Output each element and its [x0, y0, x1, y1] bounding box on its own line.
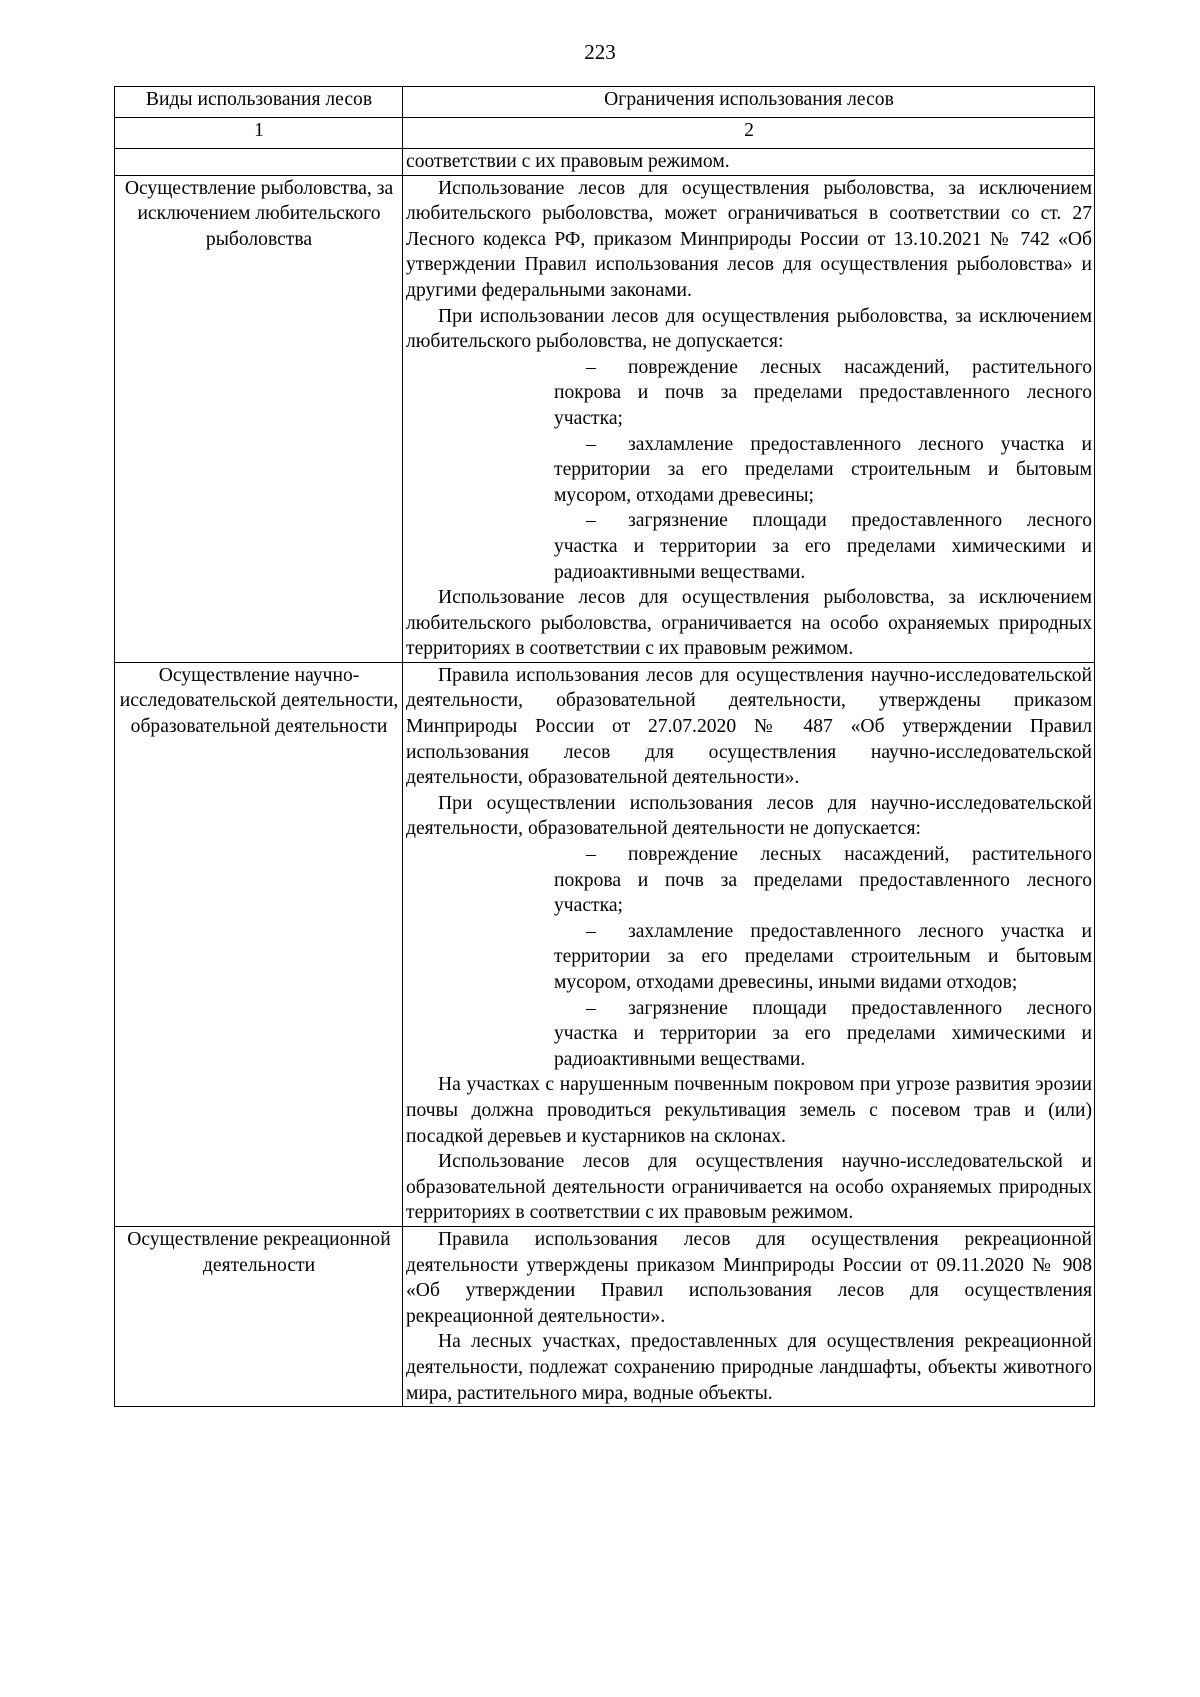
restriction-list-item [554, 432, 1092, 509]
paragraph: Правила использования лесов для осуществления рекреационной деятельности утверждены приказом Минприроды России от 09.11.2020 № 908 «Об утверждении Правил использования лесов для осуществления рекреационной деятельности». [406, 1228, 1092, 1327]
dash-bullet: – [586, 356, 596, 378]
dash-bullet: – [586, 510, 596, 532]
restriction-list-item-text: повреждение лесных насаждений, растительного покрова и почв за пределами предоставленного лесного участка; [554, 356, 1092, 429]
restrictions-cell [403, 175, 1095, 662]
paragraph: Правила использования лесов для осуществления научно-исследовательской деятельности, образовательной деятельности, утверждены приказом Минприроды России от 27.07.2020 № 487 «Об утверждении Правил использования лесов для осуществления научно-исследовательской деятельности, образовательной деятельности». [406, 664, 1092, 789]
paragraph: Использование лесов для осуществления научно-исследовательской и образовательной деятельности ограничивается на особо охраняемых природных территориях в соответствии с их правовым режимом. [406, 1151, 1092, 1224]
restriction-list-item-text: повреждение лесных насаждений, растительного покрова и почв за пределами предоставленного лесного участка; [554, 844, 1092, 917]
restriction-list-item [554, 842, 1092, 919]
restriction-list-item-text: захламление предоставленного лесного участка и территории за его пределами строительным и бытовым мусором, отходами древесины, иными видами отходов; [554, 920, 1092, 993]
dash-bullet: – [586, 997, 596, 1019]
forest-use-type-cell: Осуществление рыболовства, за исключением любительского рыболовства [115, 175, 403, 662]
forest-use-type-cell: Осуществление научно-исследовательской деятельности, образовательной деятельности [115, 662, 403, 1226]
header-forest-use-restrictions: Ограничения использования лесов [403, 87, 1095, 118]
restrictions-cell [403, 149, 1095, 176]
paragraph: Использование лесов для осуществления рыболовства, за исключением любительского рыболовства, может ограничиваться в соответствии со ст. 27 Лесного кодекса РФ, приказом Минприроды России от 13.10.2021 № 742 «Об утверждении Правил использования лесов для осуществления рыболовства» и другими федеральными законами. [406, 177, 1092, 301]
paragraph: На лесных участках, предоставленных для осуществления рекреационной деятельности, подлежат сохранению природные ландшафты, объекты животного мира, растительного мира, водные объекты. [406, 1331, 1092, 1404]
table-body [115, 149, 1095, 1407]
restriction-list-item-text: загрязнение площади предоставленного лесного участка и территории за его пределами химическими и радиоактивными веществами. [554, 997, 1092, 1070]
table-row [115, 662, 1095, 1226]
paragraph: Использование лесов для осуществления рыболовства, за исключением любительского рыболовства, ограничивается на особо охраняемых природных территориях в соответствии с их правовым режимом. [406, 587, 1092, 660]
table-header-row [115, 87, 1095, 118]
restriction-list-item [554, 355, 1092, 432]
dash-bullet: – [586, 844, 596, 866]
paragraph: На участках с нарушенным почвенным покровом при угрозе развития эрозии почвы должна проводиться рекультивация земель с посевом трав и (или) посадкой деревьев и кустарников на склонах. [406, 1074, 1092, 1147]
header-forest-use-types: Виды использования лесов [115, 87, 403, 118]
column-number-1: 1 [115, 118, 403, 149]
dash-bullet: – [586, 433, 596, 455]
table-row [115, 149, 1095, 176]
restriction-list-item-text: загрязнение площади предоставленного лесного участка и территории за его пределами химическими и радиоактивными веществами. [554, 510, 1092, 583]
column-number-2: 2 [403, 118, 1095, 149]
column-number-row [115, 118, 1095, 149]
restriction-list-item [554, 919, 1092, 996]
forest-use-type-cell: Осуществление рекреационной деятельности [115, 1226, 403, 1406]
page-number: 223 [584, 40, 616, 64]
continued-paragraph: соответствии с их правовым режимом. [406, 151, 730, 172]
restrictions-cell [403, 662, 1095, 1226]
table-row [115, 175, 1095, 662]
restrictions-cell [403, 1226, 1095, 1406]
restriction-list-item-text: захламление предоставленного лесного участка и территории за его пределами строительным и бытовым мусором, отходами древесины; [554, 433, 1092, 506]
restriction-list-item [554, 996, 1092, 1073]
paragraph: При использовании лесов для осуществления рыболовства, за исключением любительского рыболовства, не допускается: [406, 305, 1092, 353]
forest-use-table [114, 86, 1095, 1407]
table-row [115, 1226, 1095, 1406]
forest-use-type-cell [115, 149, 403, 176]
restriction-list-item [554, 508, 1092, 585]
paragraph: При осуществлении использования лесов для научно-исследовательской деятельности, образовательной деятельности не допускается: [406, 792, 1092, 840]
dash-bullet: – [586, 920, 596, 942]
